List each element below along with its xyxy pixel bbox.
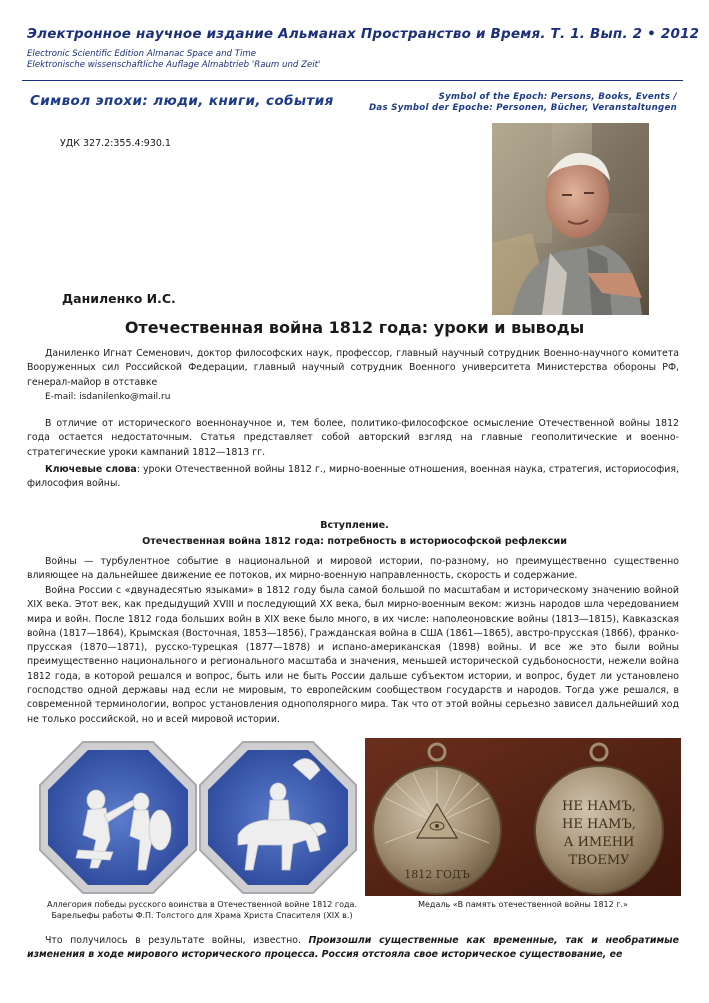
- medal-photo: [365, 738, 681, 896]
- author-photo: [492, 123, 649, 315]
- author-name: Даниленко И.С.: [62, 291, 176, 306]
- final-paragraph: [27, 934, 679, 963]
- caption-bas-relief-line-2: Барельефы работы Ф.П. Толстого для Храма Христа Спасителя (XIX в.): [51, 911, 353, 920]
- author-info: Даниленко Игнат Семенович, доктор философских наук, профессор, главный научный сотрудник Военно-научного комитета Вооруженных сил Российской Федерации, главный научный сотрудник Военного университета Министерства обороны РФ, генерал-майор в отставке: [27, 348, 679, 388]
- udk-code: УДК 327.2:355.4:930.1: [60, 138, 171, 149]
- journal-subtitle: [27, 49, 320, 71]
- intro-heading: Вступление.: [320, 520, 389, 531]
- bas-relief-left: [38, 740, 198, 895]
- bas-relief-right: [198, 740, 358, 895]
- journal-title-en: Electronic Scientific Edition Almanac Space and Time: [27, 49, 257, 59]
- section-title-de: Das Symbol der Epoche: Personen, Bücher, Veranstaltungen: [368, 103, 677, 113]
- journal-title: Электронное научное издание Альманах Пространство и Время. Т. 1. Вып. 2 • 2012: [27, 26, 700, 42]
- caption-bas-relief: [32, 899, 372, 921]
- keywords-text: : уроки Отечественной войны 1812 г., мирно-военные отношения, военная наука, стратегия, историософия, философия войны.: [27, 464, 679, 490]
- section-title-ru: Символ эпохи: люди, книги, события: [30, 93, 334, 109]
- article-title: Отечественная война 1812 года: уроки и выводы: [124, 318, 585, 337]
- caption-medal: Медаль «В память отечественной войны 1812 г.»: [418, 900, 628, 909]
- section-title-en: Symbol of the Epoch: Persons, Books, Events /: [438, 92, 677, 102]
- author-email: E-mail: isdanilenko@mail.ru: [45, 392, 171, 402]
- medal-reverse-line-2: НЕ НАМЪ,: [562, 817, 636, 832]
- medal-reverse-line-1: НЕ НАМЪ,: [562, 799, 636, 814]
- paragraph-2: Война России с «двунадесятью языками» в 1812 году была самой большой по масштабам и историческому значению войной XIX века. Этот век, как предыдущий XVIII и последующий XX века, был мирно-военным веком: жизнь народов шла чередованием мира и войн. После 1812 года больших войн в XIX веке было много, в их числе: наполеоновские войны (1813—1815), Кавказская война (1817—1864), Крымская (Восточная, 1853—1856), Гражданская война в США (1861—1865), австро-прусская (1866), франко-прусская (1870—1871), русско-турецкая (1877—1878) и испано-американская (1898) войны. И все же это были войны преимущественно национального и регионального масштаба и значения, меньшей исторической судьбоносности, нежели война 1812 года, в которой решался и вопрос, быть или не быть России дальше субъектом истории, и вопрос, будет ли установлено господство одной державы над если не мировым, то европейским сообществом государств и народов. Тогда уже решался, в современной терминологии, вопрос установления однополярного мира. Так что от этой войны серьезно зависел дальнейший ход не только российской, но и всей мировой истории.: [27, 585, 679, 725]
- keywords-label: Ключевые слова: [45, 464, 137, 475]
- final-paragraph-emphasis: Произошли существенные как временные, так и необратимые изменения в ходе мирового исторического процесса. Россия отстояла свое историческое существование, ее: [27, 935, 679, 961]
- medal-reverse-line-4: ТВОЕМУ: [568, 853, 630, 868]
- abstract: В отличие от исторического военнонаучное и, тем более, политико-философское осмысление Отечественной войны 1812 года остается недостаточным. Статья представляет собой авторский взгляд на главные геополитические и военно-стратегические уроки кампаний 1812—1813 гг.: [27, 418, 679, 458]
- header-rule: [22, 80, 683, 81]
- medal-obverse-year: 1812 ГОДЪ: [404, 868, 470, 881]
- paragraph-1: Войны — турбулентное событие в национальной и мировой истории, по-разному, но преимущественно существенно влияющее на дальнейшее движение ее потоков, их мирно-военную направленность, скорость и содержание.: [27, 556, 679, 582]
- journal-title-de: Elektronische wissenschaftliche Auflage Almabtrieb 'Raum und Zeit': [27, 60, 321, 70]
- medal-reverse-line-3: А ИМЕНИ: [563, 835, 635, 850]
- intro-subheading: Отечественная война 1812 года: потребность в историософской рефлексии: [142, 536, 567, 547]
- final-paragraph-plain: Что получилось в результате войны, известно.: [45, 935, 309, 946]
- caption-bas-relief-line-1: Аллегория победы русского воинства в Отечественной войне 1812 года.: [46, 900, 357, 909]
- section-title-foreign: [369, 92, 677, 114]
- keywords: [27, 463, 679, 492]
